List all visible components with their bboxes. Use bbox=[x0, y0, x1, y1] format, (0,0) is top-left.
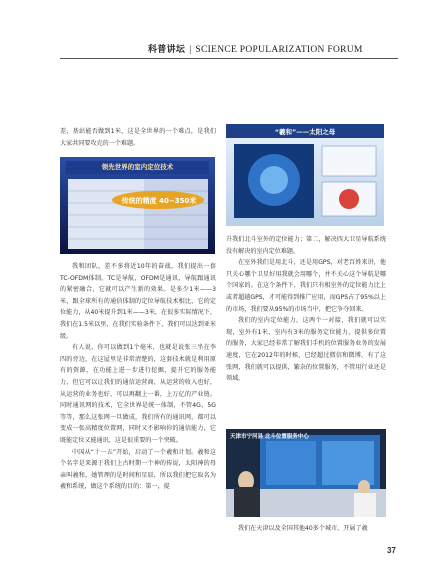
paragraph: 我们的室内定位能力，这两个一对接，我们就可以实现，室外有1米，室内有3米的服务定位能力，提供多位置的服务，大家已经非常了解我们手机的位置服务业务的发展速度，它在2012年的时候，已经超过微信和微博，有了这张网，我们就可以提供，繁杂的位置服务，不管用行业还是领域。 bbox=[226, 317, 386, 383]
left-column-top-text bbox=[60, 126, 216, 149]
page-number: 37 bbox=[387, 546, 396, 555]
running-header bbox=[148, 42, 398, 56]
header-rule bbox=[60, 58, 398, 59]
paragraph: 差，基站能否做到1米，这是全世界的一个难点，是我们大家共同要攻克的一个难题。 bbox=[60, 128, 216, 147]
right-column-bottom-text bbox=[226, 523, 386, 535]
left-column-body bbox=[60, 261, 216, 493]
slide-accuracy-badge: 传统的精度 40~350米 bbox=[121, 197, 197, 205]
paragraph: 中国从“十一五”开始，启动了一个羲和计划。羲和这个名字是来源于我们上古时期一个神的传说，太阳神的母亲叫羲和，她管理的是时间和星辰，所以我们把它取名为羲和系统，做这个系统的目的：第一，提 bbox=[60, 448, 216, 491]
header-english-title: SCIENCE POPULARIZATION FORUM bbox=[195, 45, 363, 55]
paragraph: 升我们北斗室外的定位能力；第二，解决四大卫星导航系统没有解决的室内定位难题。 bbox=[226, 236, 386, 255]
slide-title: 领先世界的室内定位技术 bbox=[101, 163, 174, 171]
photo-caption-overlay: 天津市宁河县 北斗位置服务中心 bbox=[230, 434, 309, 440]
header-column-name: 科普讲坛 bbox=[148, 45, 186, 55]
figure-service-center-photo bbox=[226, 429, 386, 517]
xihe-slide-title: “羲和”——太阳之母 bbox=[274, 128, 336, 136]
photo-graphic bbox=[226, 429, 386, 517]
paragraph: 在室外我们是用北斗，还是用GPS，对老百姓来讲，他只关心哪个卫星好用我就会用哪个，并不关心这个导航是哪个国家的。在这个条件下，我们只有相室外的定位能力比上或者超越GPS，才可能得到推广应用，而GPS占了95%以上的市场，我们要从95%的市场当中，把它争夺回来。 bbox=[226, 259, 386, 313]
figure-positioning-slide bbox=[60, 157, 215, 254]
paragraph: 有人说，你可以做到1个毫米，也就是说张三坐在李四的旁边，在这屋里是非常清楚的，这套技术就是利用原有的资源，在功能上进一步进行挖掘，提升它的服务能力，但它可以让我们的通信运营商，从运营的收入也好，从运营的业务也好，可以再翻上一番，上万亿的产业链。同时通讯网的技术，它全世界是统一体制，不管4G、5G等等，那么这张网一旦做成，我们所有的通讯网，都可以变成一张高精度位置网，同时又不影响你的通信能力，它既能定位又能通讯，这是很重要的一个突破。 bbox=[60, 344, 216, 444]
figure-xihe-slide bbox=[226, 124, 384, 226]
right-column-body bbox=[226, 234, 386, 385]
paragraph: 我们在天津以及全国其他40多个城市，开展了羲 bbox=[238, 525, 368, 532]
xihe-slide-graphic bbox=[226, 124, 384, 226]
header-separator: | bbox=[189, 45, 192, 55]
paragraph: 我和团队，差不多将近10年的奋战，我们提出一套TC-OFDM体制。TC是导航，OFDM是通讯，导航跟通讯的紧密融合，它就可以产生新的效果。是多少1米——3米，跟全球所有的通信体制的定位导航技术相比，它的定位能力，从40米提升到1米——3米，在很多实际情况下，我们在1.5米以里，在我们实验条件下，我们可以达到亚米级。 bbox=[60, 263, 216, 340]
